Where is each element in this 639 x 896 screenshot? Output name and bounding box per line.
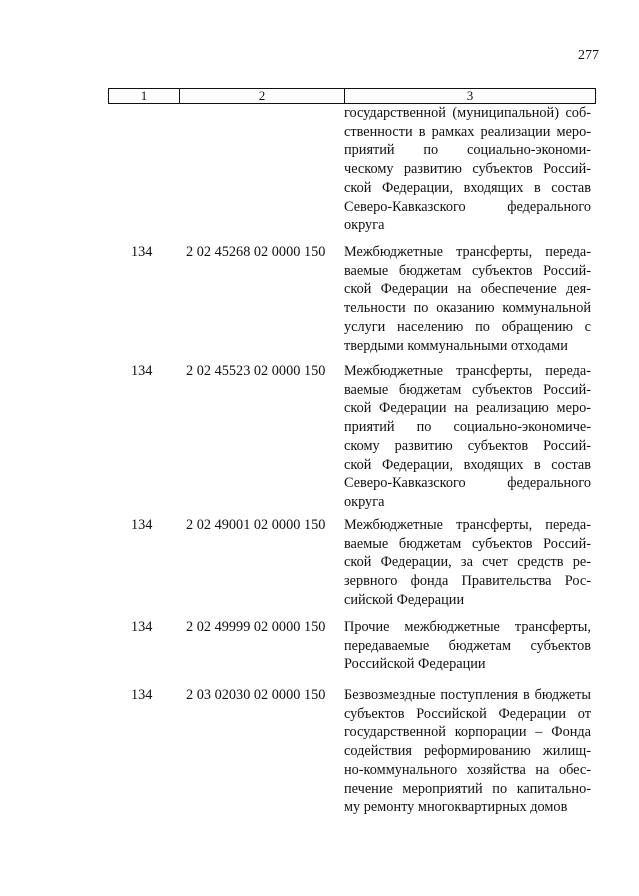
column-header-1: 1: [140, 88, 148, 103]
budget-classification-code: 2 02 49001 02 0000 150: [186, 517, 326, 533]
admin-code: 134: [131, 687, 153, 703]
desc-line: ской Федерации, за счет средств ре-: [344, 554, 591, 571]
admin-code: 134: [131, 619, 153, 635]
desc-line: Прочие межбюджетные трансферты,: [344, 619, 591, 635]
desc-line: государственной (муниципальной) соб-: [344, 105, 591, 121]
admin-code: 134: [131, 244, 153, 260]
desc-line: тельности по оказанию коммунальной: [344, 300, 591, 317]
budget-classification-code: 2 02 49999 02 0000 150: [186, 619, 326, 635]
desc-line: Северо-Кавказского федерального: [344, 475, 591, 492]
row-description: [344, 686, 591, 817]
desc-line: ваемые бюджетам субъектов Россий-: [344, 262, 591, 279]
desc-line: субъектов Российской Федерации от: [344, 705, 591, 722]
continuation-description: [344, 104, 591, 235]
desc-line: Межбюджетные трансферты, переда-: [344, 517, 591, 533]
desc-line: ской Федерации, входящих в состав: [344, 179, 591, 196]
desc-line: твердыми коммунальными отходами: [344, 337, 568, 354]
desc-line: округа: [344, 217, 385, 234]
desc-line: ской Федерации на реализацию меро-: [344, 400, 591, 417]
desc-line: приятий по социально-экономи-: [344, 142, 591, 159]
budget-classification-code: 2 02 45268 02 0000 150: [186, 244, 326, 260]
desc-line: ческому развитию субъектов Россий-: [344, 161, 591, 178]
desc-line: скому развитию субъектов Россий-: [344, 437, 591, 454]
desc-line: содействия реформированию жилищ-: [344, 743, 591, 760]
desc-line: Российской Федерации: [344, 656, 486, 673]
row-description: [344, 362, 591, 512]
desc-line: государственной корпорации – Фонда: [344, 724, 591, 741]
page-number: 277: [578, 48, 599, 63]
desc-line: услуги населению по обращению с: [344, 318, 591, 335]
desc-line: ваемые бюджетам субъектов Россий-: [344, 535, 591, 552]
admin-code: 134: [131, 363, 153, 379]
budget-classification-code: 2 03 02030 02 0000 150: [186, 687, 326, 703]
desc-line: ской Федерации, входящих в состав: [344, 456, 591, 473]
desc-line: печение мероприятий по капитально-: [344, 780, 591, 797]
column-header-3: 3: [344, 89, 595, 103]
desc-line: сийской Федерации: [344, 591, 465, 608]
desc-line: приятий по социально-экономиче-: [344, 419, 591, 436]
row-description: [344, 618, 591, 674]
desc-line: округа: [344, 493, 385, 510]
desc-line: зервного фонда Правительства Рос-: [344, 573, 591, 590]
desc-line: Межбюджетные трансферты, переда-: [344, 244, 591, 260]
desc-line: Северо-Кавказского федерального: [344, 198, 591, 215]
desc-line: ваемые бюджетам субъектов Россий-: [344, 381, 591, 398]
desc-line: передаваемые бюджетам субъектов: [344, 637, 591, 654]
row-description: [344, 243, 591, 355]
admin-code: 134: [131, 517, 153, 533]
desc-line: ской Федерации на обеспечение дея-: [344, 281, 591, 298]
desc-line: Безвозмездные поступления в бюджеты: [344, 687, 591, 703]
column-header-row: [108, 88, 596, 104]
column-header-2: 2: [179, 89, 344, 103]
desc-line: Межбюджетные трансферты, переда-: [344, 363, 591, 379]
desc-line: но-коммунального хозяйства на обес-: [344, 761, 591, 778]
budget-classification-code: 2 02 45523 02 0000 150: [186, 363, 326, 379]
row-description: [344, 516, 591, 610]
desc-line: му ремонту многоквартирных домов: [344, 799, 568, 816]
desc-line: ственности в рамках реализации меро-: [344, 123, 591, 140]
